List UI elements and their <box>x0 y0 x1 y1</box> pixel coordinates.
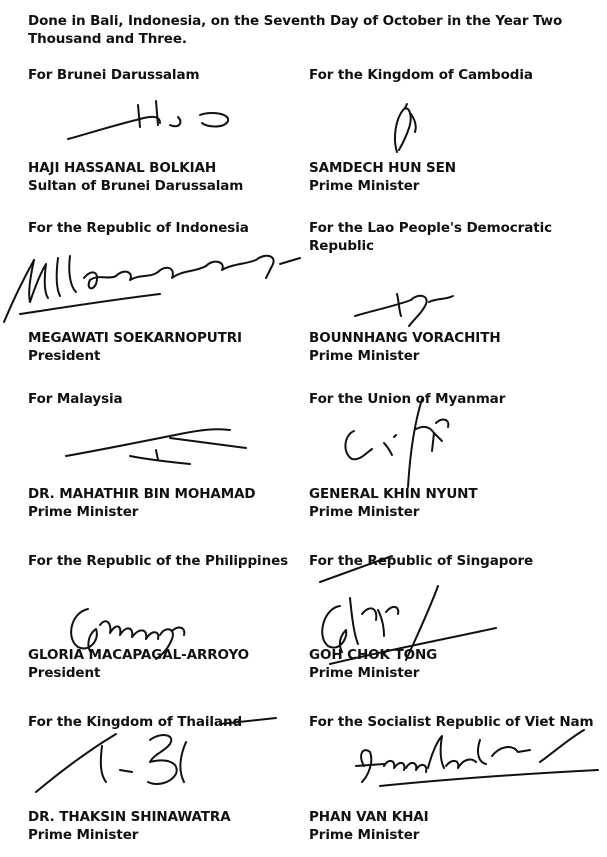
signatory-name: GLORIA MACAPAGAL-ARROYO <box>28 647 250 663</box>
signatory-title: President <box>28 348 101 364</box>
signature-cambodia <box>375 100 435 160</box>
signatory-name: PHAN VAN KHAI <box>309 809 429 825</box>
signatory-title: Prime Minister <box>309 504 420 520</box>
signatory-title: Prime Minister <box>309 348 420 364</box>
signatory-for-line: For the Republic of Indonesia <box>28 220 249 236</box>
signature-lao <box>345 288 465 333</box>
signatory-block-lao <box>309 219 589 255</box>
signatory-title: President <box>28 665 101 681</box>
signatory-name: SAMDECH HUN SEN <box>309 160 456 176</box>
signatory-for-line: For the Lao People's Democratic Republic <box>309 220 553 254</box>
signatory-title: Prime Minister <box>309 665 420 681</box>
signatory-title: Sultan of Brunei Darussalam <box>28 178 244 194</box>
signatory-for-line: For the Kingdom of Cambodia <box>309 67 533 83</box>
signatory-for-line: For the Socialist Republic of Viet Nam <box>309 714 594 730</box>
signatory-for-line: For the Republic of Singapore <box>309 553 534 569</box>
signatory-block-indonesia <box>28 219 318 237</box>
signature-vietnam <box>340 722 602 792</box>
signature-brunei <box>60 95 240 155</box>
signatory-name: MEGAWATI SOEKARNOPUTRI <box>28 330 242 346</box>
signatory-for-line: For the Kingdom of Thailand <box>28 714 243 730</box>
signatory-title: Prime Minister <box>309 827 420 843</box>
signatory-for-line: For Brunei Darussalam <box>28 67 200 83</box>
signatory-block-malaysia <box>28 390 318 408</box>
signature-myanmar <box>330 395 470 495</box>
signature-indonesia <box>0 238 310 328</box>
signatory-for-line: For the Union of Myanmar <box>309 391 506 407</box>
signatory-for-line: For the Republic of the Philippines <box>28 553 289 569</box>
signatory-for-line: For Malaysia <box>28 391 123 407</box>
signatory-name: BOUNNHANG VORACHITH <box>309 330 501 346</box>
intro-text: Done in Bali, Indonesia, on the Seventh Day of October in the Year Two Thousand and Three. <box>28 13 563 47</box>
signatory-title: Prime Minister <box>28 827 139 843</box>
signatory-block-brunei <box>28 66 318 84</box>
signatory-title: Prime Minister <box>309 178 420 194</box>
signatory-name: HAJI HASSANAL BOLKIAH <box>28 160 217 176</box>
signatory-name: DR. THAKSIN SHINAWATRA <box>28 809 231 825</box>
signature-malaysia <box>60 420 260 480</box>
signatory-name: DR. MAHATHIR BIN MOHAMAD <box>28 486 256 502</box>
signatory-block-philippines <box>28 552 318 570</box>
signatory-name: GOH CHOK TONG <box>309 647 438 663</box>
signatory-title: Prime Minister <box>28 504 139 520</box>
signatory-name: GENERAL KHIN NYUNT <box>309 486 478 502</box>
signature-thailand <box>20 712 290 802</box>
signatory-block-cambodia <box>309 66 599 84</box>
